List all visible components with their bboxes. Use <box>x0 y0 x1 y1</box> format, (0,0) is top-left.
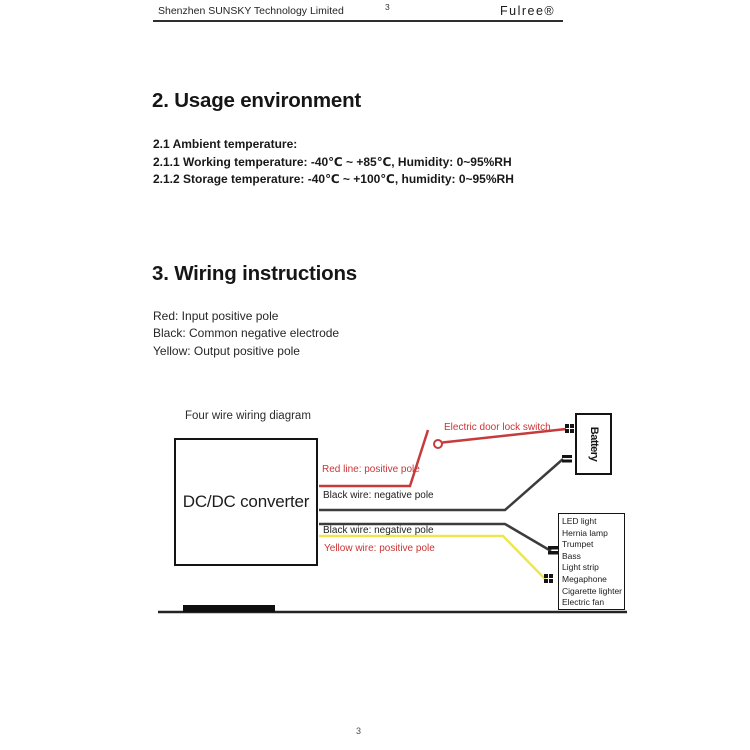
wiring-line-red: Red: Input positive pole <box>153 309 279 323</box>
header-superscript-number: 3 <box>385 2 390 12</box>
usage-line-ambient: 2.1 Ambient temperature: <box>153 137 298 151</box>
battery-box <box>575 413 612 475</box>
usage-line-storage-temp: 2.1.2 Storage temperature: -40℃ ~ +100℃, humidity: 0~95%RH <box>153 172 514 186</box>
load-item: Trumpet <box>562 539 594 550</box>
wiring-section-title: 3. Wiring instructions <box>152 262 357 285</box>
usage-section-title: 2. Usage environment <box>152 89 362 112</box>
red-wire <box>319 430 428 486</box>
load-item: Bass <box>562 550 581 561</box>
battery-positive-connector <box>565 424 574 433</box>
door-lock-switch-label: Electric door lock switch <box>444 422 551 433</box>
wiring-line-black: Black: Common negative electrode <box>153 326 340 341</box>
load-item: LED light <box>562 516 597 526</box>
header-divider <box>153 20 563 22</box>
wiring-section-body <box>153 308 339 360</box>
battery-label: Battery <box>587 426 600 462</box>
diagram-caption: Four wire wiring diagram <box>185 410 311 422</box>
load-item: Electric fan <box>562 597 605 608</box>
ground-bar <box>183 605 275 612</box>
loads-positive-connector <box>544 574 553 583</box>
red-wire-label: Red line: positive pole <box>322 464 420 475</box>
yellow-wire-label: Yellow wire: positive pole <box>324 543 435 554</box>
usage-section-body <box>153 136 514 189</box>
battery-negative-connector <box>562 455 572 463</box>
door-lock-switch-contact <box>434 440 442 448</box>
load-item: Cigarette lighter <box>562 585 623 596</box>
dcdc-converter-label: DC/DC converter <box>182 492 310 511</box>
dcdc-converter-box <box>174 438 318 566</box>
black-wire-battery-label: Black wire: negative pole <box>323 490 434 501</box>
load-item: Hernia lamp <box>562 527 608 538</box>
loads-negative-connector <box>548 546 558 555</box>
black-wire-loads-label: Black wire: negative pole <box>323 525 434 536</box>
load-item: Megaphone <box>562 573 607 584</box>
load-list-box <box>558 513 625 610</box>
wiring-line-yellow: Yellow: Output positive pole <box>153 343 300 358</box>
usage-line-working-temp: 2.1.1 Working temperature: -40℃ ~ +85℃, Humidity: 0~95%RH <box>153 154 512 169</box>
footer-page-number: 3 <box>356 726 362 736</box>
load-item: Light strip <box>562 562 599 573</box>
header-company-name: Shenzhen SUNSKY Technology Limited <box>158 5 344 17</box>
brand-logo-text: Fulree® <box>500 4 556 18</box>
